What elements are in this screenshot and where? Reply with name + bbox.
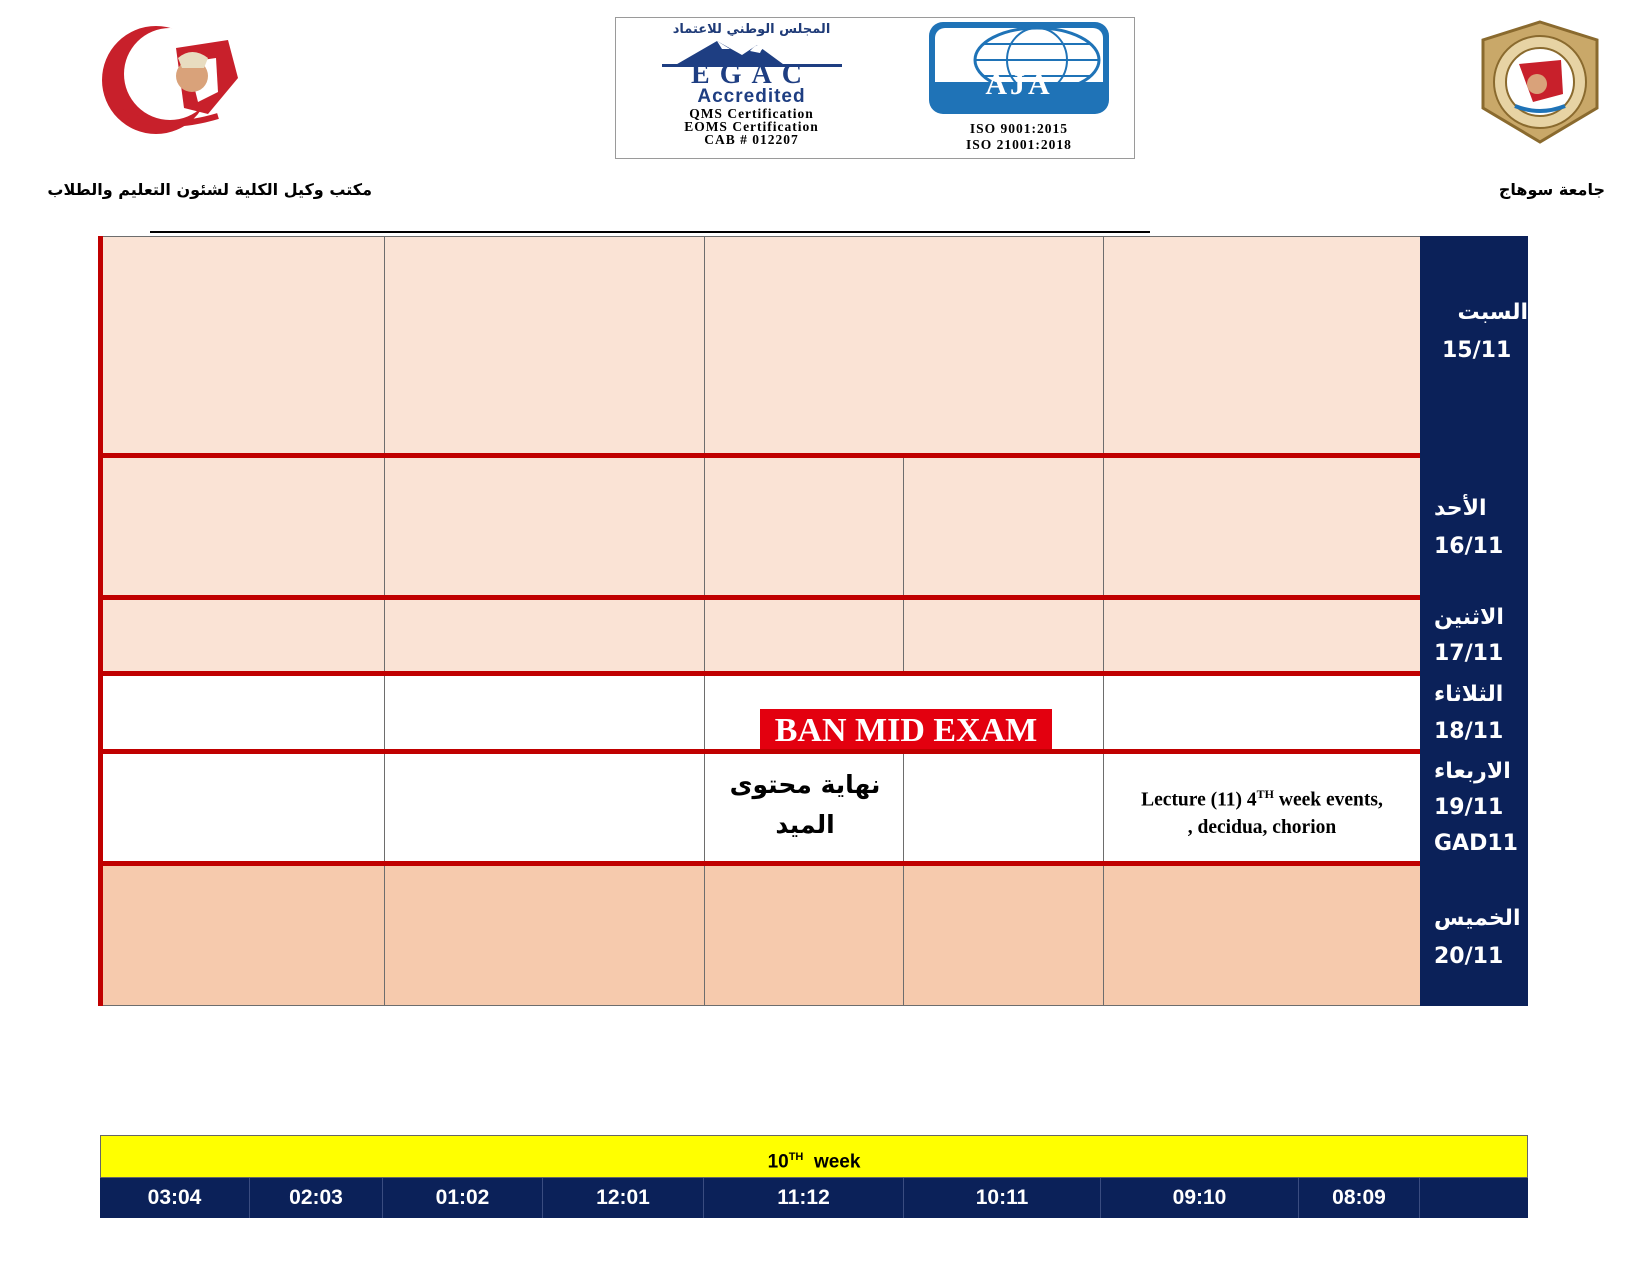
lecture-line-2: , decidua, chorion [1187,816,1337,838]
egac-accredited: Accredited [697,86,806,107]
time-slot: 10:11 [904,1178,1101,1218]
aja-iso-9001: ISO 9001:2015 [969,121,1069,136]
egac-line-qms: QMS Certification [689,106,814,121]
exam-banner: BAN MID EXAM [760,709,1052,753]
table-cell [1103,456,1421,598]
aja-name: AJA [985,68,1053,101]
day-monday [1420,598,1528,674]
day-wednesday [1420,752,1528,864]
table-cell [704,456,904,598]
day-date: 18/11 [1434,719,1504,744]
table-cell [101,752,385,864]
time-slot: 02:03 [250,1178,383,1218]
accreditation-logos [615,17,1135,159]
day-course-code: GAD11 [1434,831,1518,856]
university-name: جامعة سوهاج [1498,180,1605,199]
day-name: الأحد [1434,496,1487,521]
table-cell [384,674,705,752]
lecture-line-1 [1104,781,1420,814]
time-slots-row [100,1178,1528,1218]
egac-arabic-name: المجلس الوطني للاعتماد [672,22,831,37]
day-date: 20/11 [1434,944,1504,969]
vice-dean-office-title: مكتب وكيل الكلية لشئون التعليم والطلاب [47,180,372,199]
time-slot: 09:10 [1101,1178,1299,1218]
day-name: الثلاثاء [1434,682,1504,707]
aja-iso-21001: ISO 21001:2018 [966,137,1072,152]
table-cell [704,598,904,674]
day-thursday [1420,864,1528,1006]
egac-line-eoms: EOMS Certification [684,119,819,134]
aja-logo [919,20,1119,154]
table-cell [384,752,705,864]
day-saturday [1420,236,1528,456]
week-label-bar [100,1135,1528,1178]
row-divider [101,749,1420,754]
time-slot: 01:02 [383,1178,543,1218]
table-cell [704,864,904,1006]
table-cell [1103,864,1421,1006]
time-slot-empty [1420,1178,1528,1218]
row-divider [101,671,1420,676]
day-sunday [1420,456,1528,598]
table-cell [101,456,385,598]
aja-globe-icon [927,20,1111,116]
time-slot: 03:04 [100,1178,250,1218]
time-slot: 11:12 [704,1178,904,1218]
day-tuesday [1420,674,1528,752]
table-cell [101,864,385,1006]
row-divider [101,861,1420,866]
lecture-prefix: Lecture (11) 4 [1141,789,1257,811]
table-cell [384,864,705,1006]
lecture-sup: TH [1256,787,1274,801]
table-cell [903,456,1104,598]
sohag-university-seal [1475,18,1605,146]
day-name: الاربعاء [1434,759,1511,784]
table-cell [1103,236,1421,456]
table-cell [384,598,705,674]
day-date: 19/11 [1434,795,1504,820]
header-divider [150,231,1150,233]
day-date: 15/11 [1442,338,1512,363]
time-slot: 08:09 [1299,1178,1420,1218]
day-date: 16/11 [1434,534,1504,559]
week-sup: TH [788,1151,804,1163]
time-slot: 12:01 [543,1178,704,1218]
faculty-of-medicine-logo [88,18,258,138]
row-divider [101,595,1420,600]
table-cell [903,864,1104,1006]
table-cell [1103,598,1421,674]
table-cell [384,456,705,598]
day-name: الخميس [1434,906,1521,931]
table-cell [903,598,1104,674]
mid-content-end-note: نهاية محتوى الميد [729,770,881,839]
egac-line-cab: CAB # 012207 [704,132,799,147]
day-date: 17/11 [1434,641,1504,666]
table-cell [384,236,705,456]
table-cell [903,752,1104,864]
egac-logo [624,20,879,154]
row-divider [101,453,1420,458]
table-cell [101,674,385,752]
lecture-rest: week events, [1274,789,1383,811]
lecture-entry [1104,781,1420,841]
table-left-border [98,236,103,1006]
week-number: 10 [767,1151,789,1173]
day-name: الاثنين [1434,605,1504,630]
table-cell [1103,674,1421,752]
table-cell [101,236,385,456]
day-name: السبت [1457,300,1528,325]
egac-name: EGAC [691,59,812,90]
table-cell [704,236,1104,456]
week-word: week [813,1151,861,1173]
table-cell [101,598,385,674]
